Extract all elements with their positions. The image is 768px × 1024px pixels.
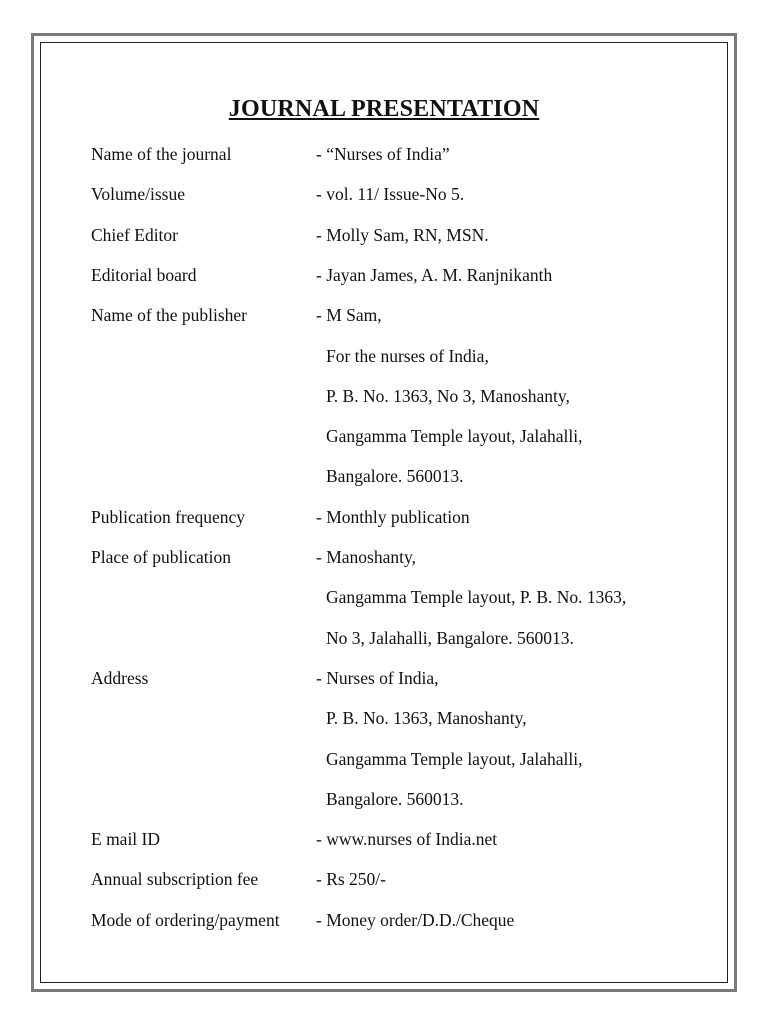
field-label: Annual subscription fee <box>91 869 259 890</box>
field-label: Place of publication <box>91 547 231 567</box>
field-label: Name of the publisher <box>91 305 247 326</box>
field-value: - Rs 250/- <box>316 869 386 890</box>
field-value: - “Nurses of India” <box>316 144 450 164</box>
field-value-continuation: P. B. No. 1363, Manoshanty, <box>326 708 527 729</box>
field-value-continuation: Gangamma Temple layout, Jalahalli, <box>326 426 583 447</box>
field-value: - Jayan James, A. M. Ranjnikanth <box>316 264 553 285</box>
field-value-continuation: Bangalore. 560013. <box>326 466 464 487</box>
field-value-continuation: Gangamma Temple layout, Jalahalli, <box>326 748 583 769</box>
field-value: - M Sam, <box>316 305 382 326</box>
field-label: E mail ID <box>91 829 161 850</box>
field-value: - Money order/D.D./Cheque <box>316 909 515 930</box>
field-label: Publication frequency <box>91 506 246 527</box>
field-value: - Molly Sam, RN, MSN. <box>316 224 489 245</box>
field-value: - vol. 11/ Issue-No 5. <box>316 184 465 205</box>
field-value: - Manoshanty, <box>316 547 416 567</box>
field-label: Address <box>91 667 149 688</box>
field-value-continuation: P. B. No. 1363, No 3, Manoshanty, <box>326 385 570 406</box>
field-label: Chief Editor <box>91 224 178 245</box>
field-label: Name of the journal <box>91 144 232 164</box>
field-value: - Nurses of India, <box>316 667 439 688</box>
field-label: Mode of ordering/payment <box>91 909 280 930</box>
document-title: JOURNAL PRESENTATION <box>228 96 540 122</box>
field-value: - www.nurses of India.net <box>316 829 498 850</box>
field-value-continuation: Bangalore. 560013. <box>326 788 464 809</box>
field-label: Editorial board <box>91 264 197 285</box>
field-value-continuation: For the nurses of India, <box>326 345 489 366</box>
field-value-continuation: No 3, Jalahalli, Bangalore. 560013. <box>326 627 574 648</box>
field-value-continuation: Gangamma Temple layout, P. B. No. 1363, <box>326 587 627 608</box>
field-value: - Monthly publication <box>316 506 470 527</box>
field-label: Volume/issue <box>91 184 185 205</box>
